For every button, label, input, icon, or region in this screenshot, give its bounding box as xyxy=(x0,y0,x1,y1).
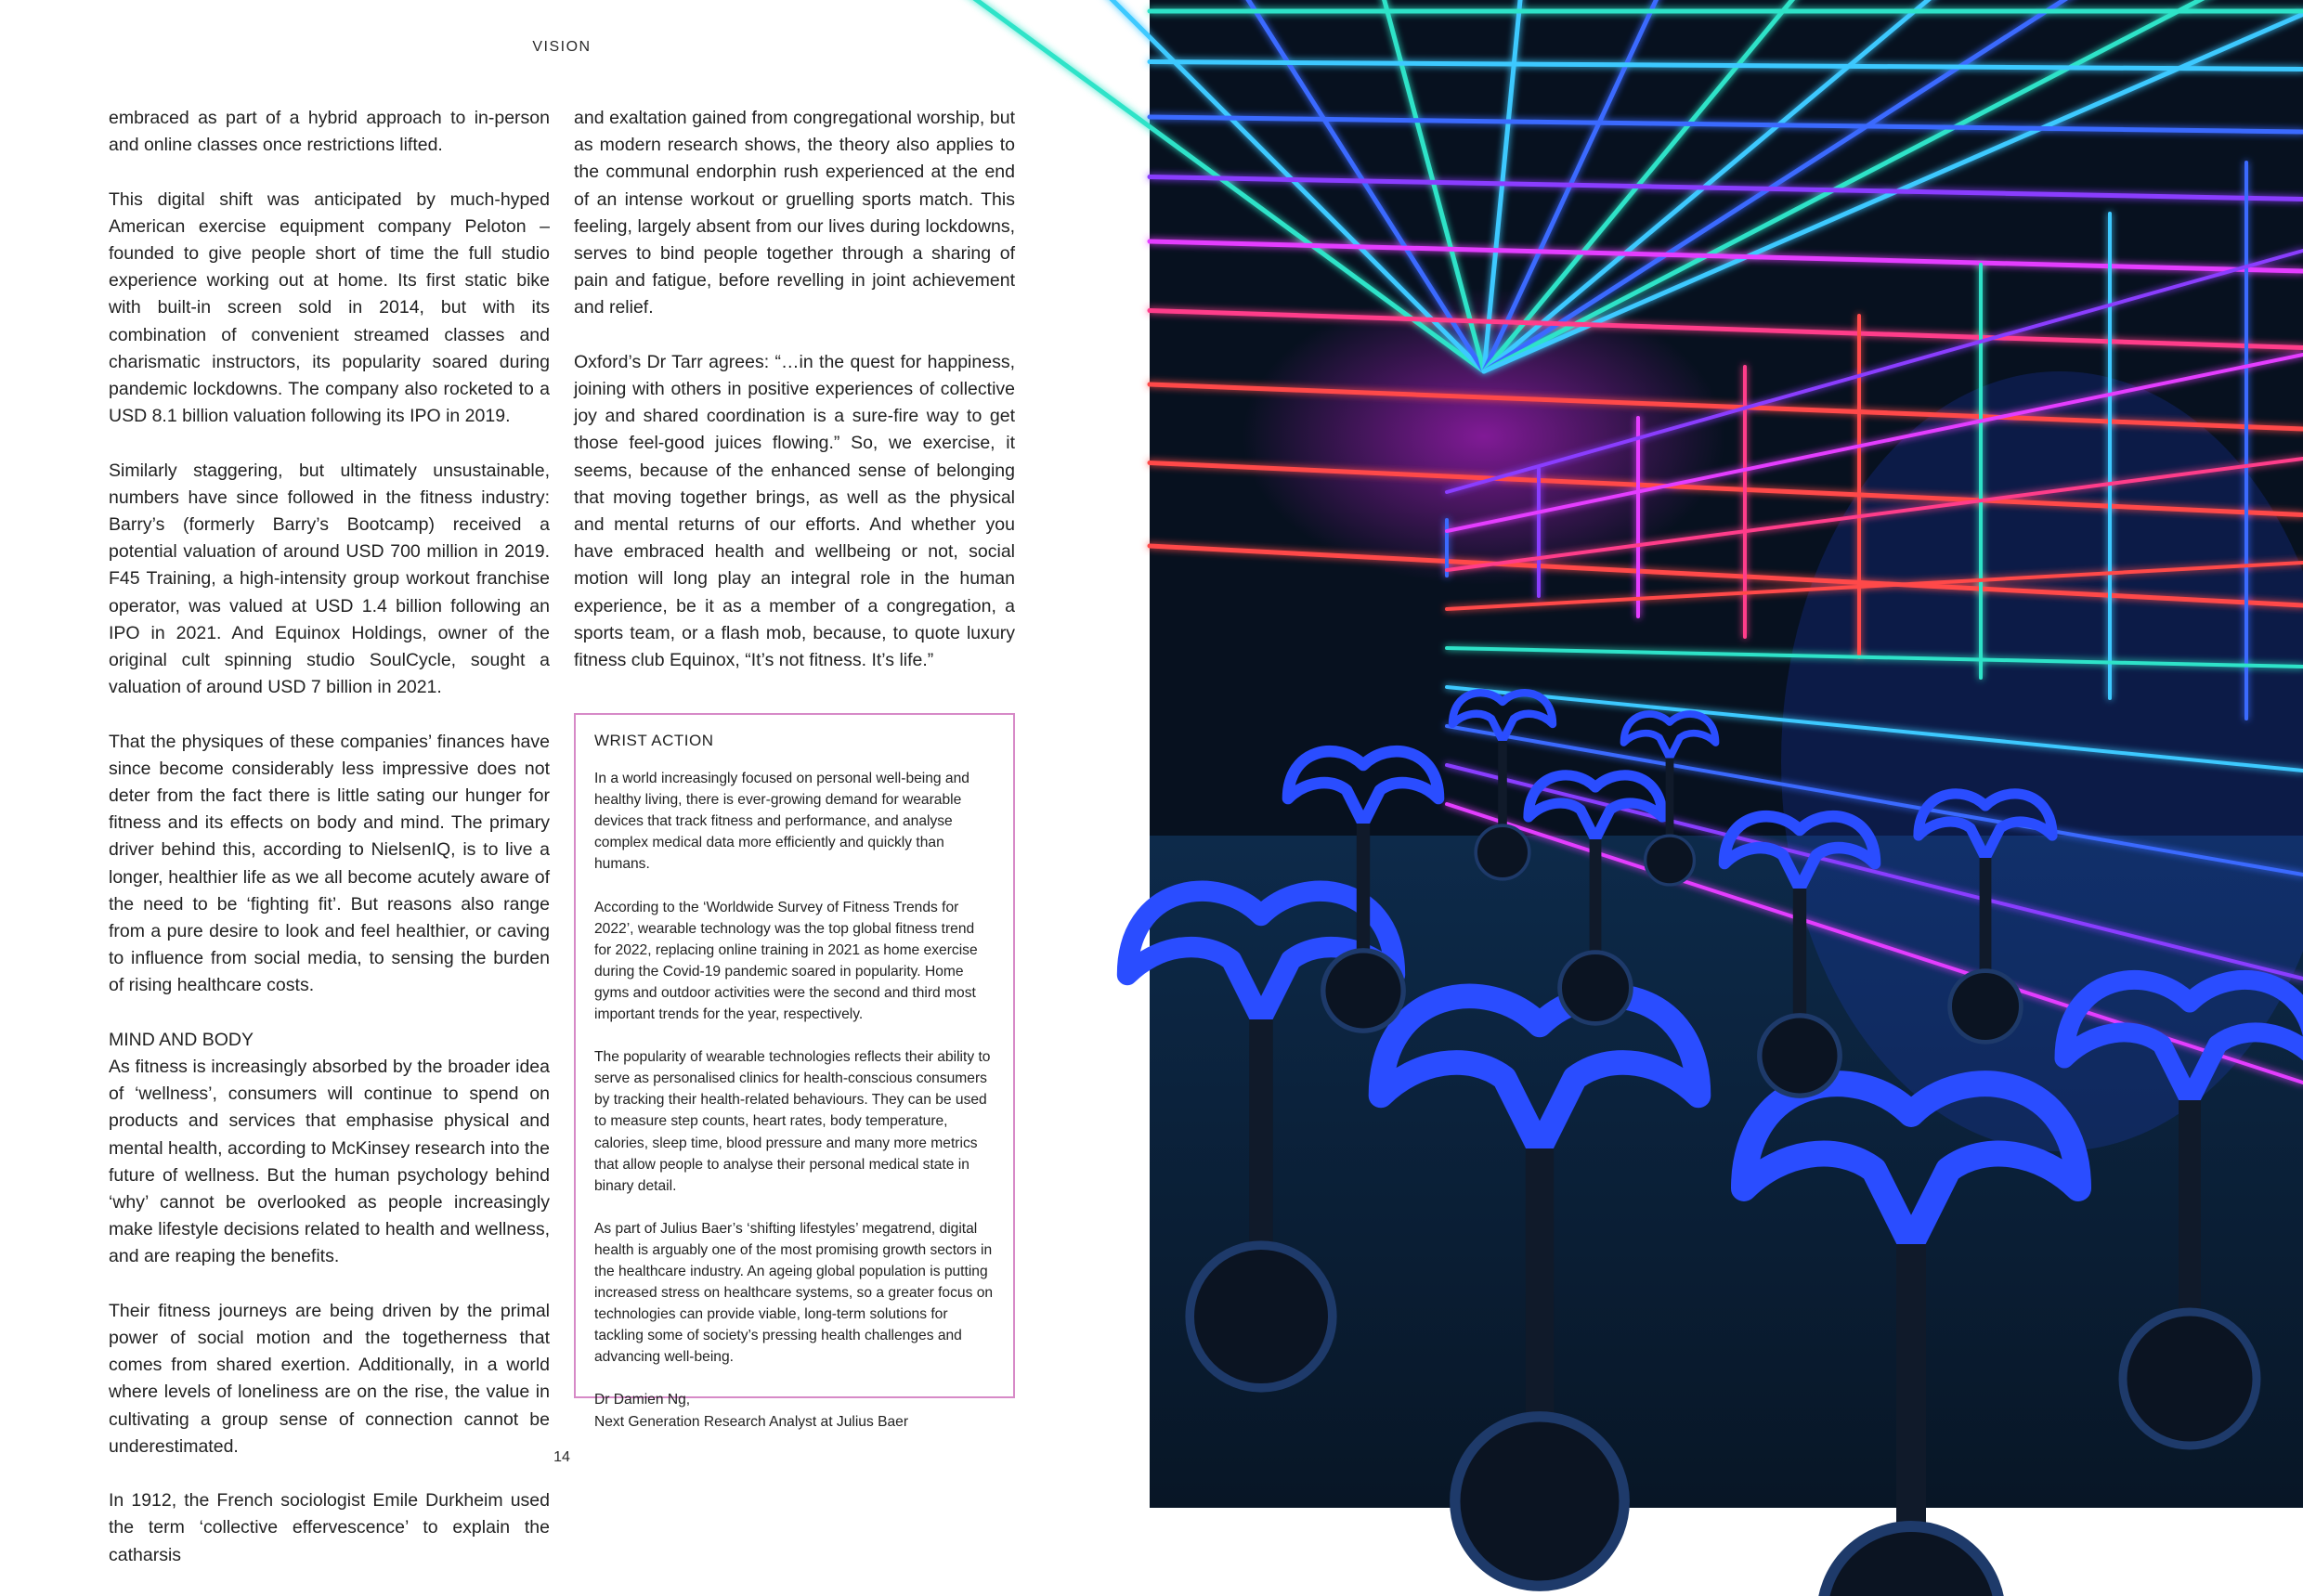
page-number: 14 xyxy=(553,1449,570,1465)
sidebar-paragraph: In a world increasingly focused on personal well-being and healthy living, there is ever-growing demand for wearable devices that track fitness and performance, and analyse complex medical data more efficiently and quickly than humans. xyxy=(594,771,969,873)
paragraph: and exaltation gained from congregational worship, but as modern research shows, the theory also applies to the communal endorphin rush experienced at the end of an intense workout or gruelling sports match. This feeling, largely absent from our lives during lockdowns, serves to bind people together through a sharing of pain and fatigue, before revelling in joint achievement and relief. xyxy=(574,108,1015,318)
paragraph: Oxford’s Dr Tarr agrees: “…in the quest for happiness, joining with others in positive experiences of collective joy and shared coordination is a sure-fire way to get those feel-good juices flowing.” So, we exercise, it seems, because of the enhanced sense of belonging that moving together brings, as well as the physical and mental returns of our efforts. And whether you have embraced health and wellbeing or not, social motion will long play an integral role in the human experience, be it as a member of a congregation, a sports team, or a flash mob, because, to quote luxury fitness club Equinox, “It’s not fitness. It’s life.” xyxy=(574,351,1015,671)
sidebar-author-name: Dr Damien Ng, xyxy=(594,1392,691,1408)
paragraph: Their fitness journeys are being driven by the primal power of social motion and the togetherness that comes from shared exertion. Additionally, in a world where levels of loneliness are on the rise, the value in cultivating a group sense of connection cannot be underestimated. xyxy=(109,1300,550,1457)
paragraph: Similarly staggering, but ultimately unsustainable, numbers have since followed in the fitness industry: Barry’s (formerly Barry’s Bootcamp) received a potential valuation of around USD 700 million in 2019. F45 Training, a high-intensity group workout franchise operator, was valued at USD 1.4 billion following an IPO in 2021. And Equinox Holdings, owner of the original cult spinning studio SoulCycle, sought a valuation of around USD 7 billion in 2021. xyxy=(109,460,550,698)
paragraph: In 1912, the French sociologist Emile Durkheim used the term ‘collective effervescence’ to explain the catharsis xyxy=(109,1490,550,1565)
sidebar-paragraph: As part of Julius Baer’s ‘shifting lifestyles’ megatrend, digital health is arguably one of the most promising growth sectors in the healthcare industry. An ageing global population is putting increased stress on healthcare systems, so a greater focus on technologies can provide viable, long-term solutions for tackling some of society’s pressing health challenges and advancing well-being. xyxy=(594,1220,994,1366)
sidebar-wrist-action xyxy=(574,713,1015,1430)
column-left xyxy=(109,105,550,1596)
neon-cycling-studio-photo xyxy=(1150,0,2303,1508)
sidebar-paragraph: According to the ‘Worldwide Survey of Fitness Trends for 2022’, wearable technology was the top global fitness trend for 2022, replacing online training in 2021 as home exercise during the Covid-19 pandemic soared in popularity. Home gyms and outdoor activities were the second and third most important trends for the year, respectively. xyxy=(594,899,978,1023)
paragraph: That the physiques of these companies’ finances have since become considerably less impressive does not deter from the fact there is little sating our hunger for fitness and its effects on body and mind. The primary driver behind this, according to NielsenIQ, is to live a longer, healthier life as we all become acutely aware of the need to be ‘fighting fit’. But reasons also range from a pure desire to look and feel healthier, or caving to influence from social media, to sensing the burden of rising healthcare costs. xyxy=(109,731,550,996)
sidebar-title: WRIST ACTION xyxy=(594,732,714,749)
sidebar-author-title: Next Generation Research Analyst at Julius Baer xyxy=(594,1413,909,1430)
column-right xyxy=(574,105,1015,701)
paragraph: This digital shift was anticipated by much-hyped American exercise equipment company Peloton – founded to give people short of time the full studio experience working out at home. Its first static bike with built-in screen sold in 2014, but with its combination of convenient streamed classes and charismatic instructors, its popularity soared during pandemic lockdowns. The company also rocketed to a USD 8.1 billion valuation following its IPO in 2019. xyxy=(109,188,550,427)
paragraph: As fitness is increasingly absorbed by the broader idea of ‘wellness’, consumers will continue to spend on products and services that emphasise physical and mental health, according to McKinsey research into the future of wellness. But the human psychology behind ‘why’ cannot be overlooked as people increasingly make lifestyle decisions related to health and wellness, and are reaping the benefits. xyxy=(109,1057,550,1267)
left-page xyxy=(0,0,1150,1565)
paragraph: embraced as part of a hybrid approach to in-person and online classes once restrictions lifted. xyxy=(109,108,550,156)
subheading: MIND AND BODY xyxy=(109,1029,254,1050)
neon-grid-illustration xyxy=(1150,0,2303,1508)
sidebar-paragraph: The popularity of wearable technologies reflects their ability to serve as personalised clinics for health-conscious consumers by tracking their health-related behaviours. They can be used to measure step counts, heart rates, body temperature, calories, sleep time, blood pressure and many more metrics that allow people to analyse their personal medical state in binary detail. xyxy=(594,1049,991,1194)
running-head: VISION xyxy=(532,39,592,55)
